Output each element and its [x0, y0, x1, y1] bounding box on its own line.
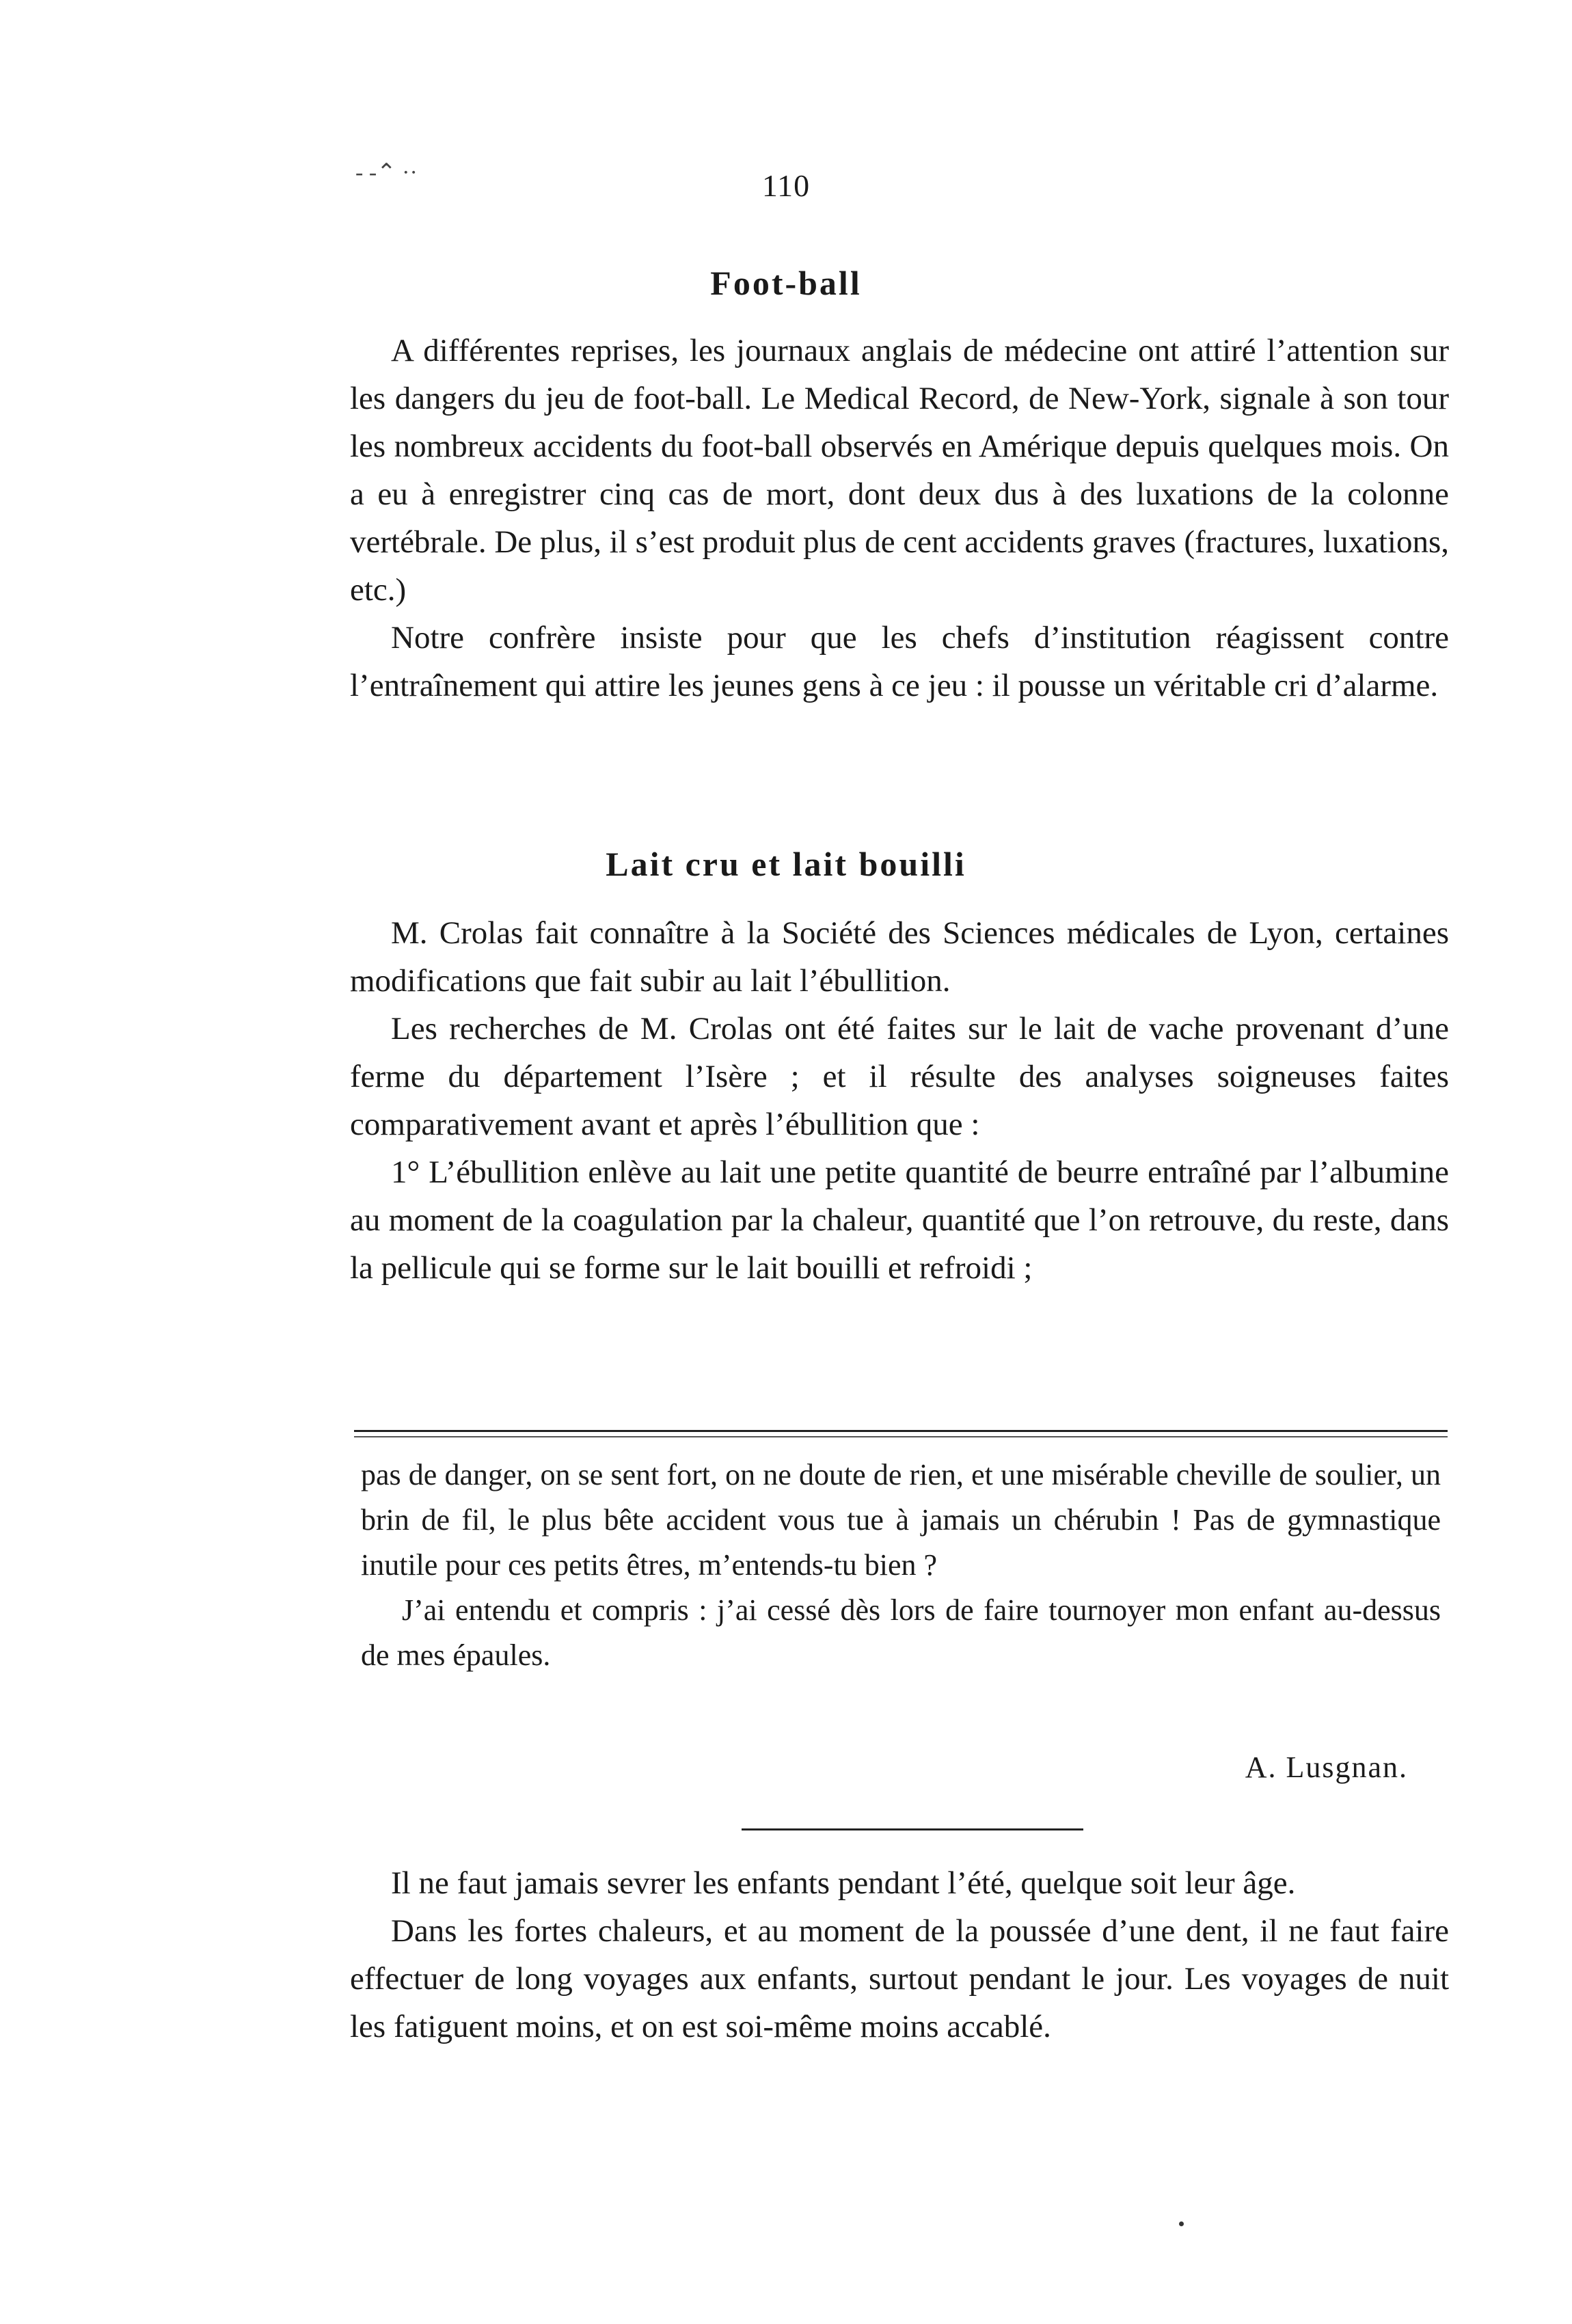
heading-lait: Lait cru et lait bouilli — [606, 845, 966, 883]
advice-paragraph-1: Il ne faut jamais sevrer les enfants pendant l’été, quelque soit leur âge. — [391, 1865, 1296, 1901]
football-paragraph-1: A différentes reprises, les journaux anglais de médecine ont attiré l’attention sur les dangers du jeu de foot-ball. Le Medical Record, de New-York, signale à son tour les nombreux accidents du foot-ball observés en Amérique depuis quelques mois. On a eu à enregistrer cinq cas de mort, dont deux dus à des luxations de la colonne vertébrale. De plus, il s’est produit plus de cent accidents graves (fractures, luxations, etc.) — [350, 333, 1449, 608]
footnote-paragraph-2: J’ai entendu et compris : j’ai cessé dès lors de faire tournoyer mon enfant au-dessus de mes épaules. — [361, 1593, 1441, 1672]
stray-ink-mark: - ‐⌃ ·· — [355, 160, 418, 185]
lait-paragraph-2: Les recherches de M. Crolas ont été faites sur le lait de vache provenant d’une ferme du département l’Isère ; et il résulte des analyses soigneuses faites comparativement avant et après l’ébullition que : — [350, 1011, 1449, 1142]
lait-section — [350, 909, 1449, 1292]
advice-paragraph-2: Dans les fortes chaleurs, et au moment de la poussée d’une dent, il ne faut faire effectuer de long voyages aux enfants, surtout pendant le jour. Les voyages de nuit les fatiguent moins, et on est soi-même moins accablé. — [350, 1913, 1449, 2044]
ink-dot — [1179, 2221, 1184, 2226]
page-number: 110 — [761, 168, 811, 203]
signature: A. Lusgnan. — [1245, 1751, 1408, 1784]
heading-football: Foot-ball — [710, 264, 862, 302]
section-divider — [742, 1828, 1083, 1830]
lait-paragraph-1: M. Crolas fait connaître à la Société des Sciences médicales de Lyon, certaines modifications que fait subir au lait l’ébullition. — [350, 915, 1449, 999]
football-paragraph-2: Notre confrère insiste pour que les chefs d’institution réagissent contre l’entraînement qui attire les jeunes gens à ce jeu : il pousse un véritable cri d’alarme. — [350, 620, 1449, 703]
lait-paragraph-3: 1° L’ébullition enlève au lait une petite quantité de beurre entraîné par l’albumine au moment de la coagulation par la chaleur, quantité que l’on retrouve, du reste, dans la pellicule qui se forme sur le lait bouilli et refroidi ; — [350, 1154, 1449, 1286]
footnote-separator — [354, 1430, 1448, 1437]
football-section — [350, 327, 1449, 710]
advice-section — [350, 1859, 1449, 2051]
footnote-section — [361, 1452, 1441, 1678]
footnote-paragraph-1: pas de danger, on se sent fort, on ne doute de rien, et une misérable cheville de soulier, un brin de fil, le plus bête accident vous tue à jamais un chérubin ! Pas de gymnastique inutile pour ces petits êtres, m’entends-tu bien ? — [361, 1458, 1441, 1582]
